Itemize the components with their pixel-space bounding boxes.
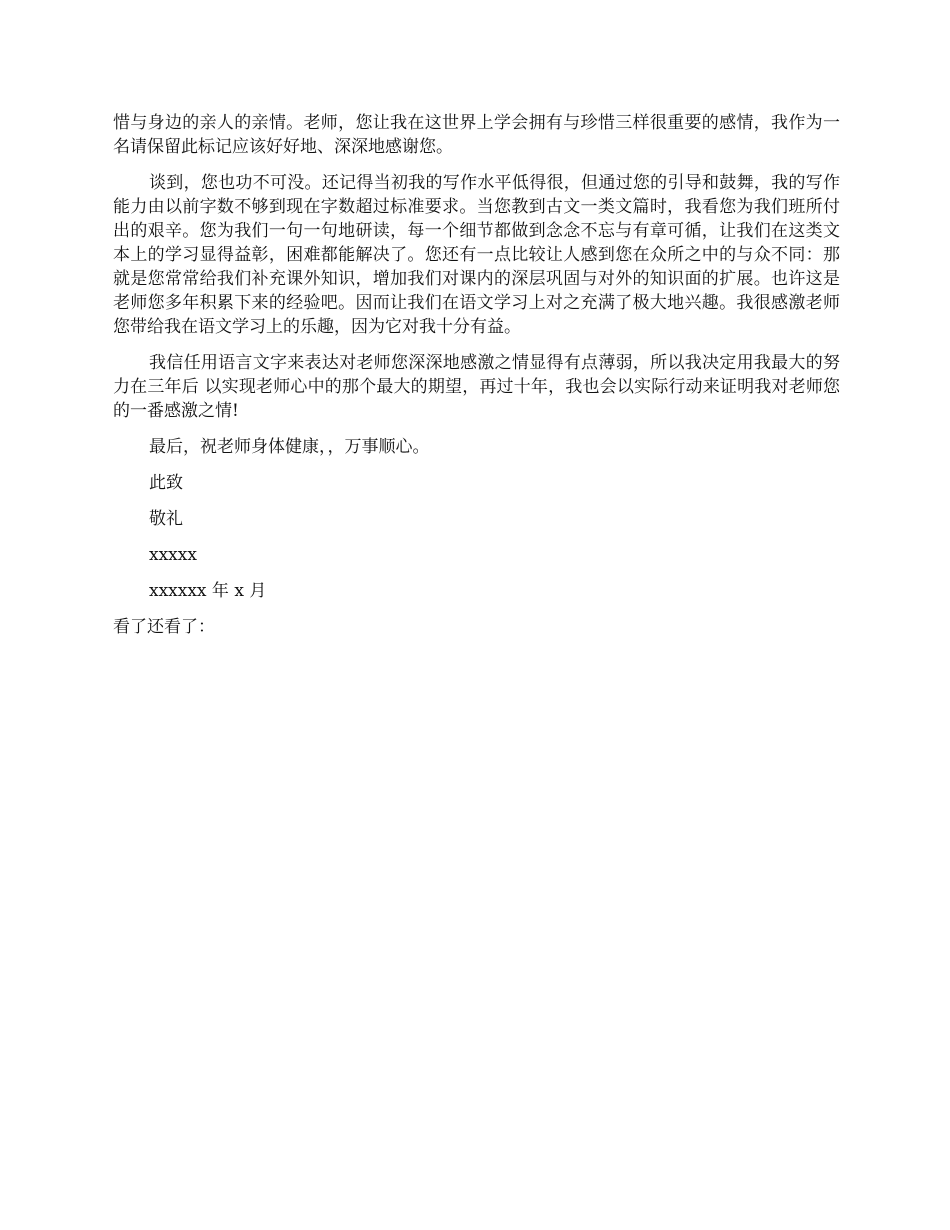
document-page [113, 111, 840, 639]
paragraph-3: 我信任用语言文字来表达对老师您深深地感激之情显得有点薄弱，所以我决定用我最大的努力在三年后 以实现老师心中的那个最大的期望，再过十年，我也会以实际行动来证明我对老师您的一番感激之情! [113, 353, 840, 421]
closing-line: 最后，祝老师身体健康，，万事顺心。 [149, 437, 430, 457]
paragraph-1: 惜与身边的亲人的亲情。老师，您让我在这世界上学会拥有与珍惜三样很重要的感情，我作为一名请保留此标记应该好好地、深深地感谢您。 [113, 113, 840, 157]
paragraph-2: 谈到，您也功不可没。还记得当初我的写作水平低得很，但通过您的引导和鼓舞，我的写作能力由以前字数不够到现在字数超过标准要求。当您教到古文一类文篇时，我看您为我们班所付出的艰辛。您为我们一句一句地研读，每一个细节都做到念念不忘与有章可循，让我们在这类文本上的学习显得益彰，困难都能解决了。您还有一点比较让人感到您在众所之中的与众不同：那就是您常常给我们补充课外知识，增加我们对课内的深层巩固与对外的知识面的扩展。也许这是老师您多年积累下来的经验吧。因而让我们在语文学习上对之充满了极大地兴趣。我很感激老师您带给我在语文学习上的乐趣，因为它对我十分有益。 [113, 173, 840, 337]
salutation-line-1: 此致 [149, 473, 183, 493]
signature-line: xxxxx [149, 545, 197, 565]
date-line: xxxxxx 年 x 月 [149, 581, 267, 601]
salutation-line-2: 敬礼 [149, 509, 183, 529]
footer-note: 看了还看了： [113, 617, 215, 637]
